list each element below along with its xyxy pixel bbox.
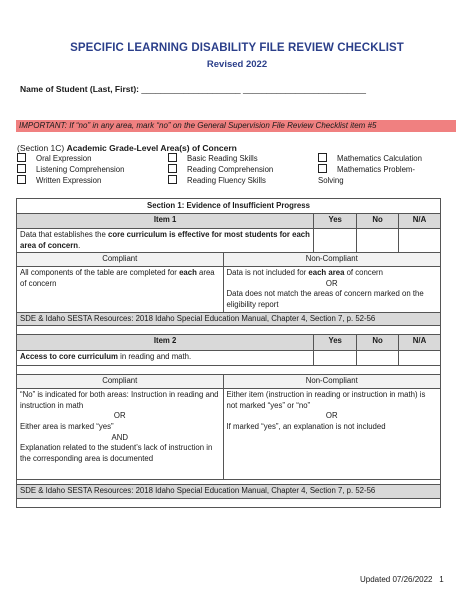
area-label-continuation — [318, 175, 344, 186]
item2-noncompliant-header: Non-Compliant — [223, 375, 441, 389]
section-1c-heading — [17, 143, 237, 153]
area-checkbox-mathematics-problem-solving[interactable] — [318, 164, 415, 175]
no-column-header: No — [357, 335, 399, 351]
section1-item1-table — [16, 198, 441, 508]
section1-title: Section 1: Evidence of Insufficient Progress — [17, 199, 441, 214]
area-label: Mathematics Problem- — [337, 165, 415, 174]
area-label: Reading Fluency Skills — [187, 176, 266, 185]
item2-compliant-criteria: “No” is indicated for both areas: Instruction in reading and instruction in math OR Either area is marked “yes” AND Explanation related to the student’s lack of instruction in the corresponding area is documented — [17, 389, 224, 480]
na-column-header: N/A — [399, 214, 441, 229]
item2-na-cell[interactable] — [399, 351, 441, 366]
area-checkbox-basic-reading-skills[interactable] — [168, 153, 258, 164]
checkbox-icon[interactable] — [318, 164, 327, 173]
area-checkbox-oral-expression[interactable] — [17, 153, 91, 164]
yes-column-header: Yes — [314, 335, 357, 351]
area-checkbox-listening-comprehension[interactable] — [17, 164, 124, 175]
area-label: Reading Comprehension — [187, 165, 274, 174]
document-title: SPECIFIC LEARNING DISABILITY FILE REVIEW CHECKLIST — [70, 42, 404, 54]
table-spacer-row — [17, 366, 441, 375]
na-column-header: N/A — [399, 335, 441, 351]
student-name-line — [20, 84, 366, 94]
area-label: Mathematics Calculation — [337, 154, 422, 163]
important-notice: IMPORTANT: If “no” in any area, mark “no” on the General Supervision File Review Checklist item #5 — [16, 120, 456, 132]
checkbox-icon[interactable] — [17, 175, 26, 184]
area-label: Written Expression — [36, 176, 102, 185]
item1-no-cell[interactable] — [357, 229, 399, 253]
item2-compliant-header: Compliant — [17, 375, 224, 389]
item2-yes-cell[interactable] — [314, 351, 357, 366]
item1-noncompliant-header: Non-Compliant — [223, 253, 441, 267]
item1-compliant-header: Compliant — [17, 253, 224, 267]
checkbox-icon[interactable] — [168, 153, 177, 162]
document-subtitle: Revised 2022 — [206, 59, 268, 70]
item1-resources: SDE & Idaho SESTA Resources: 2018 Idaho Special Education Manual, Chapter 4, Section 7, p. 52-56 — [17, 312, 441, 326]
table-spacer-row — [17, 326, 441, 335]
item2-noncompliant-criteria: Either item (instruction in reading or instruction in math) is not marked “yes” or “no” OR If marked “yes”, an explanation is not included — [223, 389, 441, 480]
area-label: Listening Comprehension — [36, 165, 125, 174]
section-1c-prefix: (Section 1C) — [17, 143, 65, 153]
item1-label: Item 1 — [17, 214, 314, 229]
item1-na-cell[interactable] — [399, 229, 441, 253]
item1-description: Data that establishes the core curriculum is effective for most students for each area of concern. — [17, 229, 314, 253]
item1-compliant-criteria: All components of the table are completed for each area of concern — [17, 267, 224, 312]
page-footer — [360, 575, 444, 584]
checkbox-icon[interactable] — [168, 175, 177, 184]
student-first-name-blank[interactable]: __________________________ — [243, 84, 366, 94]
page-number: 1 — [439, 575, 444, 584]
section-1c-title: Academic Grade-Level Area(s) of Concern — [66, 143, 237, 153]
item2-label: Item 2 — [17, 335, 314, 351]
area-checkbox-mathematics-calculation[interactable] — [318, 153, 422, 164]
student-last-name-blank[interactable]: _____________________ — [141, 84, 241, 94]
student-name-label: Name of Student (Last, First): — [20, 84, 140, 94]
item1-yes-cell[interactable] — [314, 229, 357, 253]
area-checkbox-reading-comprehension[interactable] — [168, 164, 273, 175]
yes-column-header: Yes — [314, 214, 357, 229]
no-column-header: No — [357, 214, 399, 229]
item1-noncompliant-criteria: Data is not included for each area of concern OR Data does not match the areas of concern marked on the eligibility report — [223, 267, 441, 312]
area-label: Basic Reading Skills — [187, 154, 258, 163]
table-spacer-row — [17, 498, 441, 507]
area-checkbox-written-expression[interactable] — [17, 175, 101, 186]
checkbox-icon[interactable] — [318, 153, 327, 162]
area-checkbox-reading-fluency-skills[interactable] — [168, 175, 266, 186]
updated-date: Updated 07/26/2022 — [360, 575, 433, 584]
checkbox-icon[interactable] — [17, 164, 26, 173]
area-label: Solving — [318, 176, 344, 185]
checkbox-icon[interactable] — [168, 164, 177, 173]
item2-description: Access to core curriculum in reading and math. — [17, 351, 314, 366]
checkbox-icon[interactable] — [17, 153, 26, 162]
item2-resources: SDE & Idaho SESTA Resources: 2018 Idaho Special Education Manual, Chapter 4, Section 7, p. 52-56 — [17, 485, 441, 499]
area-label: Oral Expression — [36, 154, 92, 163]
item2-no-cell[interactable] — [357, 351, 399, 366]
